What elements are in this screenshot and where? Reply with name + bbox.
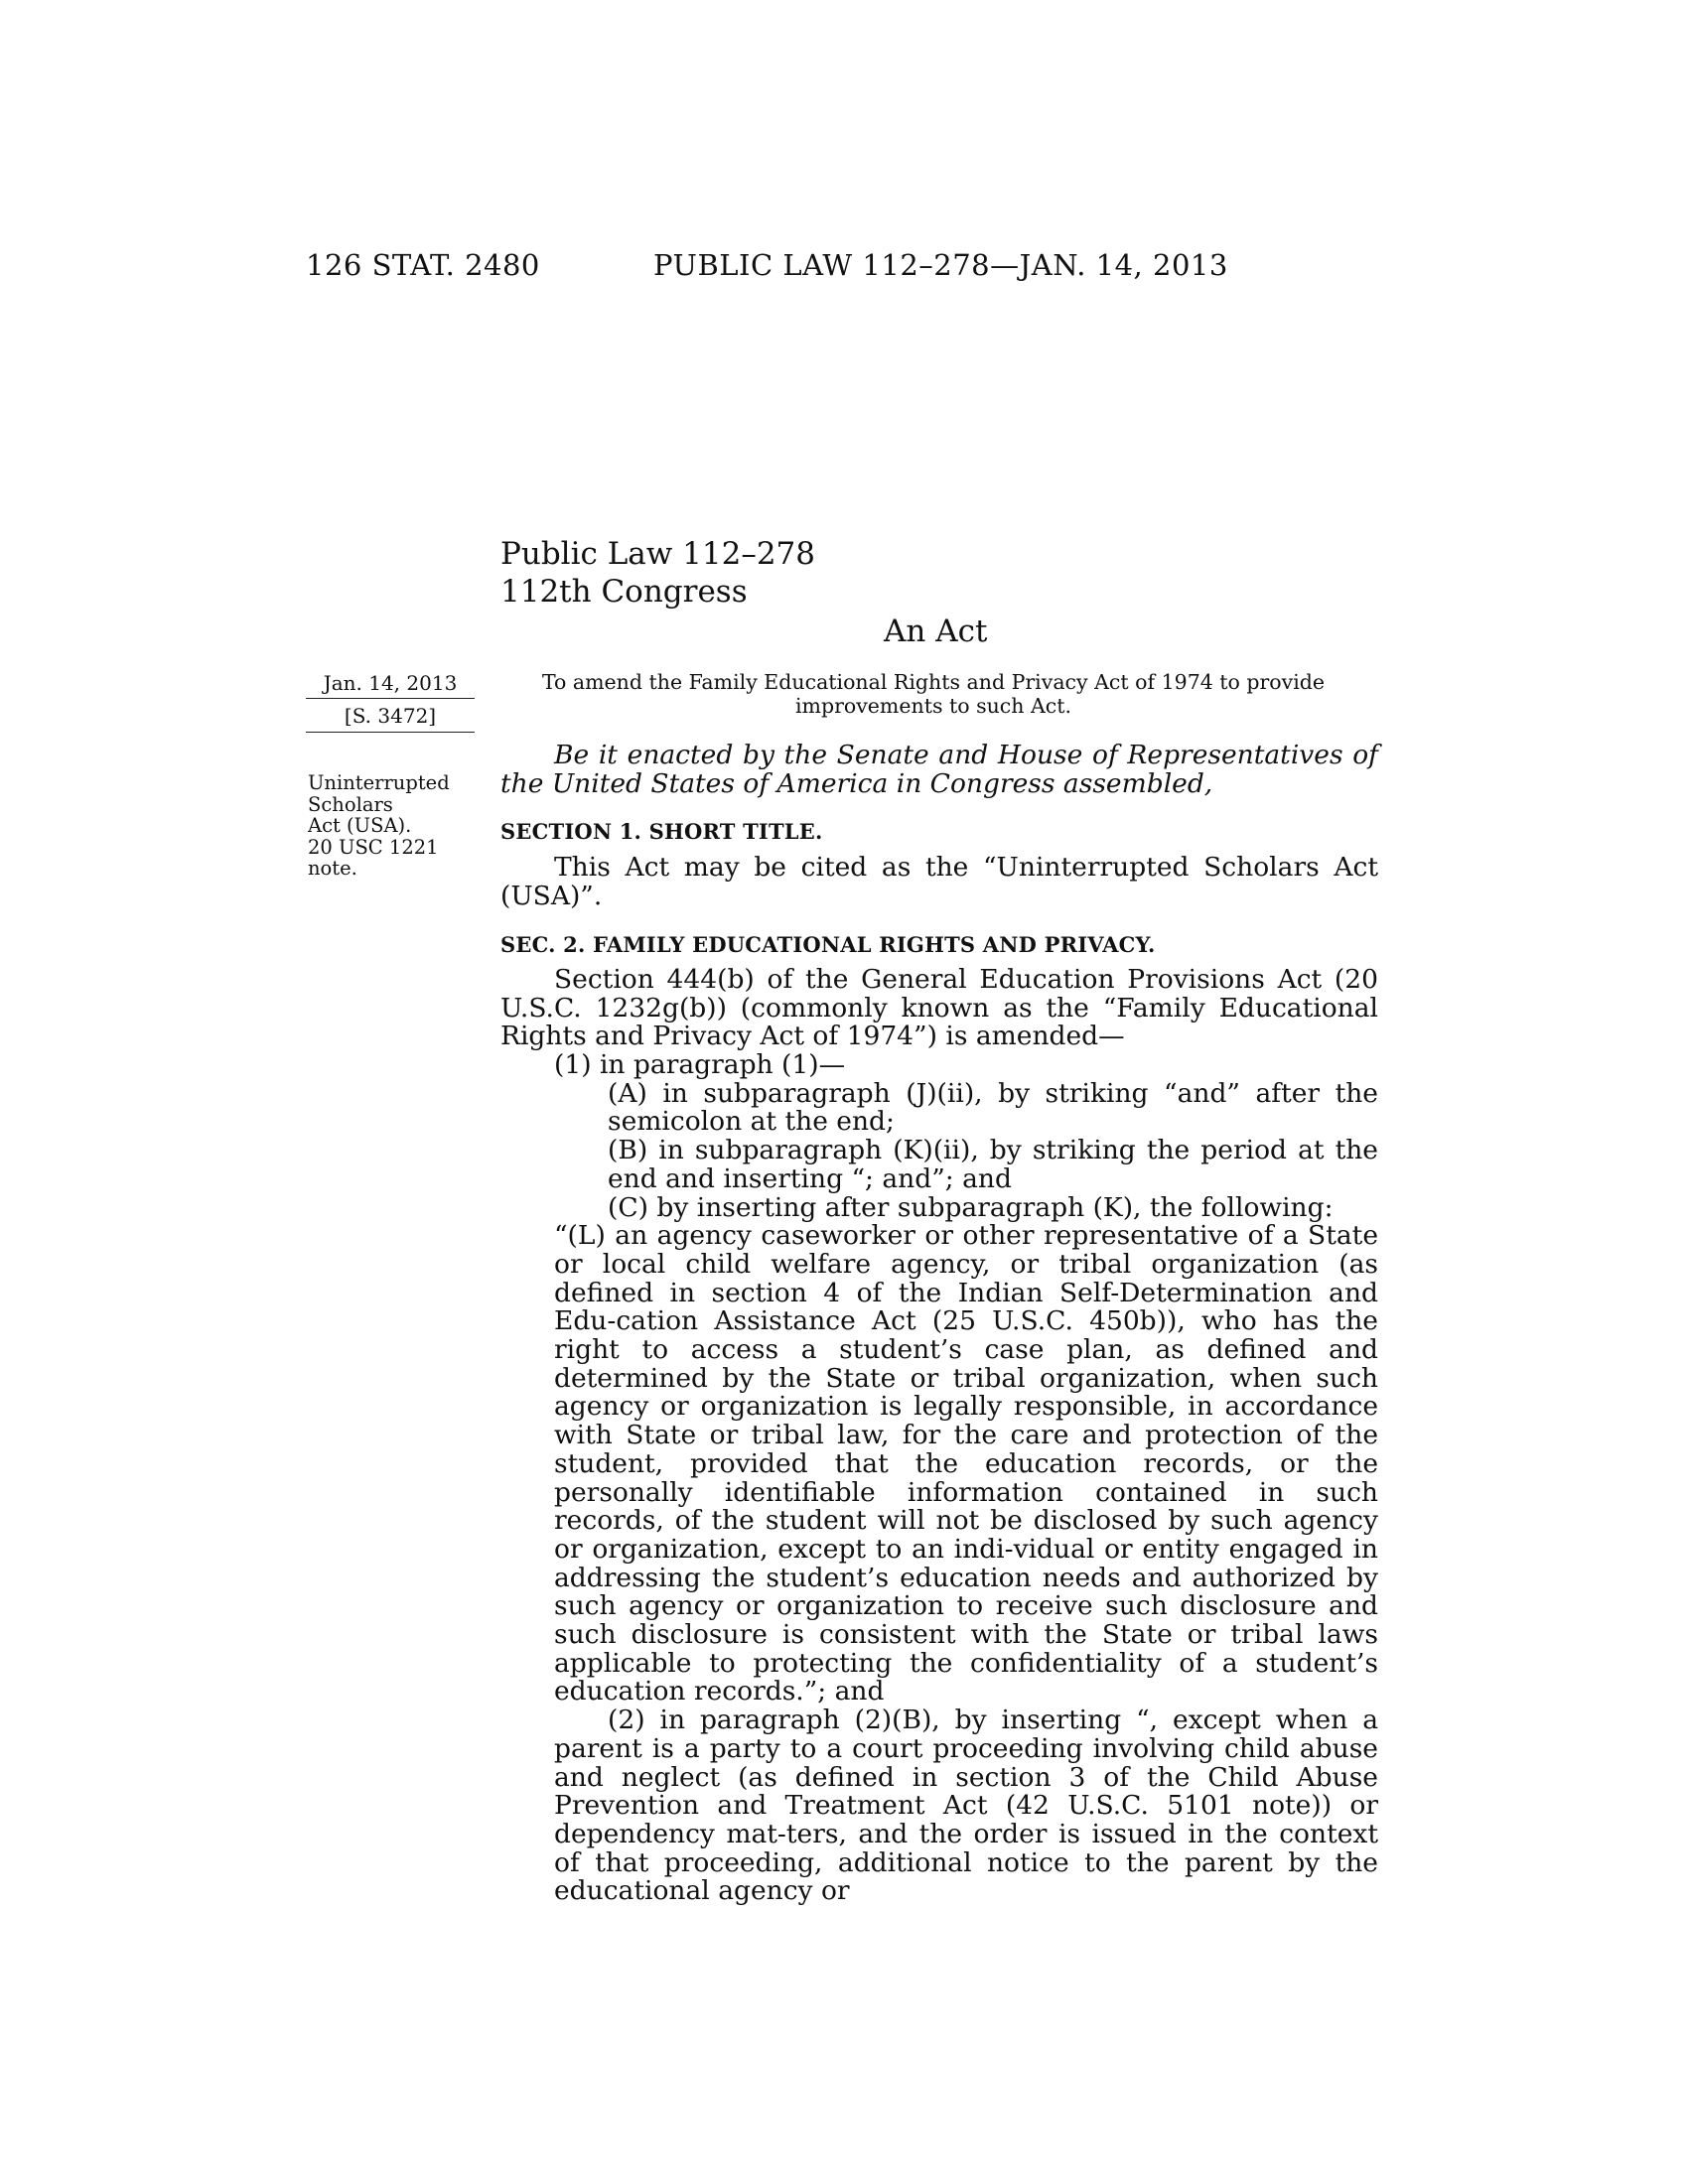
section-2-heading: SEC. 2. FAMILY EDUCATIONAL RIGHTS AND PRIVACY. bbox=[500, 932, 1156, 957]
paragraph-1: (1) in paragraph (1)— bbox=[554, 1049, 846, 1080]
bill-number-note: [S. 3472] bbox=[344, 704, 437, 728]
quoted-subparagraph-l: “(L) an agency caseworker or other representative of a State or local child welfare agency, or tribal organization (as defined in section 4 of the Indian Self-Determination and Edu-cation Assistance Act (25 U.S.C. 450b)), who has the right to access a student’s case plan, as defined and determined by the State or tribal organization, when such agency or organization is legally responsible, in accordance with State or tribal law, for the care and protection of the student, provided that the education records, or the personally identifiable information contained in such records, of the student will not be disclosed by such agency or organization, except to an indi-vidual or entity engaged in addressing the student’s education needs and authorized by such agency or organization to receive such disclosure and such disclosure is consistent with the State or tribal laws applicable to protecting the confidentiality of a student’s education records.”; and bbox=[554, 1220, 1378, 1707]
subparagraph-c: (C) by inserting after subparagraph (K), the following: bbox=[608, 1191, 1334, 1223]
section-1-body: This Act may be cited as the “Uninterrupted Scholars Act (USA)”. bbox=[500, 852, 1378, 911]
subparagraph-a: (A) in subparagraph (J)(ii), by striking “and” after the semicolon at the end; bbox=[608, 1077, 1378, 1138]
congress-title: 112th Congress bbox=[500, 574, 748, 610]
side-note-line: note. bbox=[308, 857, 357, 880]
section-2-amendments bbox=[500, 1051, 1378, 1906]
side-note-line: Uninterrupted bbox=[308, 771, 450, 794]
margin-rule bbox=[306, 698, 475, 699]
section-2-intro: Section 444(b) of the General Education Provisions Act (20 U.S.C. 1232g(b)) (commonly known as the “Family Educational Rights and Privacy Act of 1974”) is amended— bbox=[500, 964, 1378, 1052]
margin-side-note bbox=[308, 772, 472, 880]
margin-rule bbox=[306, 732, 475, 733]
paragraph-2: (2) in paragraph (2)(B), by inserting “, except when a parent is a party to a court proceeding involving child abuse and neglect (as defined in section 3 of the Child Abuse Prevention and Treatment Act (42 U.S.C. 5101 note)) or dependency mat-ters, and the order is issued in the context of that proceeding, additional notice to the parent by the educational agency or bbox=[554, 1705, 1378, 1907]
section-1-heading: SECTION 1. SHORT TITLE. bbox=[500, 819, 823, 844]
running-header: PUBLIC LAW 112–278—JAN. 14, 2013 bbox=[653, 248, 1228, 282]
law-title: Public Law 112–278 bbox=[500, 536, 816, 572]
side-note-line: Scholars bbox=[308, 792, 393, 816]
subparagraph-b: (B) in subparagraph (K)(ii), by striking the period at the end and inserting “; and”; and bbox=[608, 1135, 1378, 1194]
side-note-line: 20 USC 1221 bbox=[308, 835, 439, 859]
enactment-date-note: Jan. 14, 2013 bbox=[323, 671, 458, 695]
side-note-line: Act (USA). bbox=[308, 814, 412, 837]
enacting-clause: Be it enacted by the Senate and House of Representatives of the United States of America in Congress assembled, bbox=[500, 740, 1378, 799]
act-heading: An Act bbox=[884, 614, 988, 649]
statute-page-reference: 126 STAT. 2480 bbox=[306, 248, 540, 282]
act-purpose: To amend the Family Educational Rights and Privacy Act of 1974 to provide improvements to such Act. bbox=[541, 670, 1326, 718]
